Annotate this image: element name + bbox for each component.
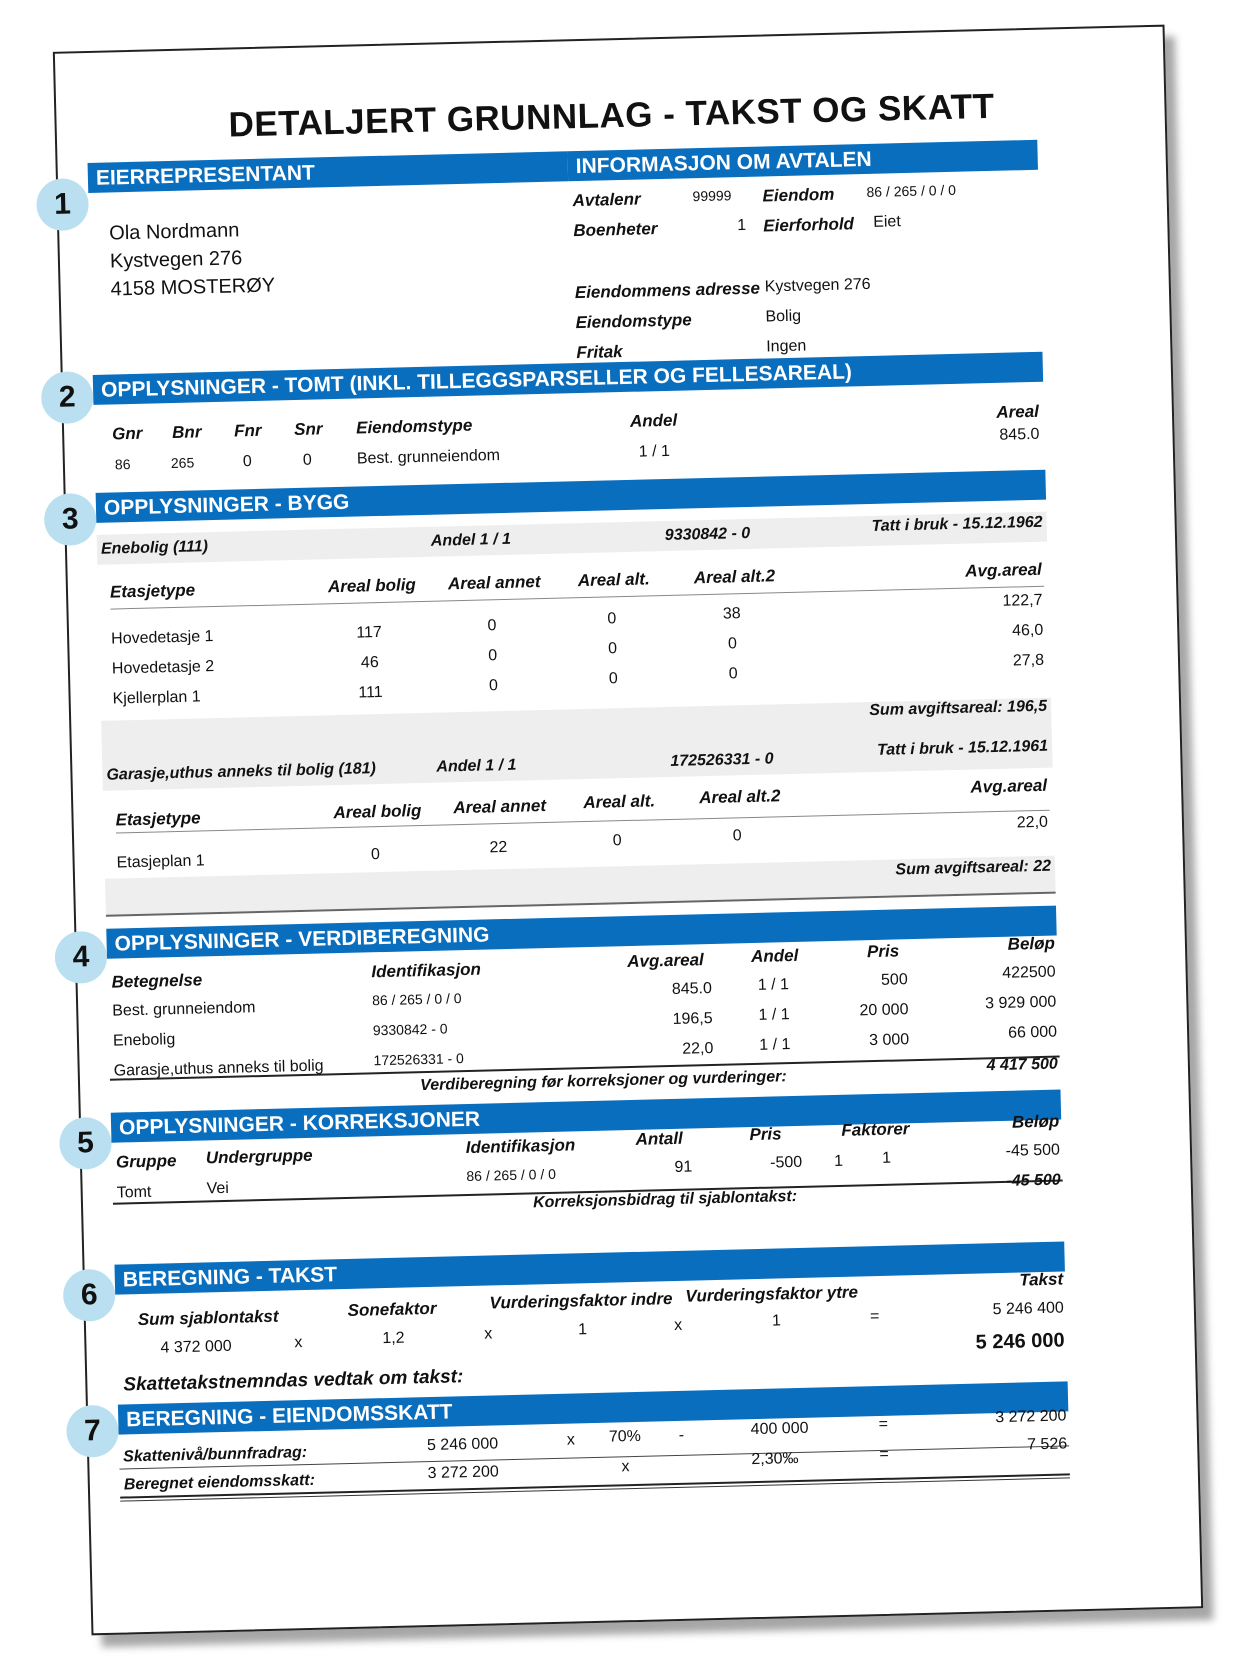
boenheter-label: Boenheter	[573, 219, 658, 241]
verdi-row3-belop: 66 000	[1007, 1023, 1058, 1042]
bygg2-col-alt2: Areal alt.2	[699, 786, 781, 808]
skatt-row2-label: Beregnet eiendomsskatt:	[123, 1471, 316, 1494]
verdi-col-andel: Andel	[750, 945, 799, 967]
takst-ytre: 1	[771, 1312, 782, 1330]
verdi-row1-betegnelse: Best. grunneiendom	[112, 999, 256, 1020]
skatt-row1-op2: -	[678, 1426, 685, 1444]
bygg2-tatt: Tatt i bruk - 15.12.1961	[876, 737, 1049, 759]
eiendomstype-value: Bolig	[765, 307, 802, 326]
takst-col-indre: Vurderingsfaktor indre	[489, 1289, 673, 1313]
adresse-label: Eiendommens adresse	[574, 278, 761, 303]
skatt-row1-res: 3 272 200	[995, 1407, 1067, 1427]
bygg1-col-avg: Avg.areal	[964, 559, 1042, 581]
skatt-row1-eq: =	[878, 1415, 889, 1434]
owner-name: Ola Nordmann	[109, 219, 240, 245]
korr-faktor1: 1	[833, 1152, 844, 1171]
bygg2-header-rule	[116, 810, 1050, 834]
verdi-row2-belop: 3 929 000	[984, 993, 1057, 1013]
bygg2-name: Garasje,uthus anneks til bolig (181)	[106, 760, 377, 784]
verdi-row3-pris: 3 000	[868, 1031, 910, 1050]
verdi-row2-andel: 1 / 1	[758, 1006, 790, 1024]
bygg1-col-annet: Areal annet	[447, 572, 541, 594]
fritak-label: Fritak	[576, 341, 623, 363]
korr-faktor2: 1	[881, 1149, 892, 1167]
bygg2-row1-etasje: Etasjeplan 1	[116, 852, 205, 872]
bygg1-row3-alt2: 0	[728, 665, 738, 683]
adresse-value: Kystvegen 276	[764, 275, 871, 296]
bygg2-col-alt: Areal alt.	[583, 791, 656, 813]
takst-sjablon: 4 372 000	[160, 1337, 232, 1357]
bygg1-row3-bolig: 111	[358, 683, 383, 702]
tomt-andel: 1 / 1	[638, 442, 671, 461]
skatt-row1-label: Skattenivå/bunnfradrag:	[122, 1444, 308, 1466]
skatt-row2-a: 3 272 200	[427, 1463, 500, 1483]
verdi-row2-avg: 196,5	[672, 1009, 713, 1028]
page-title: DETALJERT GRUNNLAG - TAKST OG SKATT	[228, 86, 995, 145]
eiendom-label: Eiendom	[762, 184, 835, 206]
korr-col-belop: Beløp	[1011, 1111, 1060, 1132]
bygg2-col-avg: Avg.areal	[970, 775, 1048, 797]
eiendomstype-label: Eiendomstype	[575, 310, 692, 333]
takst-header: BEREGNING - TAKST	[114, 1241, 1064, 1294]
takst-rounded: 5 246 000	[975, 1329, 1065, 1354]
verdi-header: OPPLYSNINGER - VERDIBEREGNING	[106, 906, 1056, 959]
korr-belop: -45 500	[1005, 1141, 1061, 1160]
bygg1-row1-alt2: 38	[722, 605, 741, 623]
bygg1-col-alt: Areal alt.	[577, 569, 650, 591]
korr-col-gruppe: Gruppe	[115, 1151, 177, 1172]
skatt-row2-op1: x	[621, 1458, 630, 1476]
takst-col-ytre: Vurderingsfaktor ytre	[685, 1282, 859, 1306]
bygg1-col-etasjetype: Etasjetype	[109, 580, 196, 602]
verdi-col-belop: Beløp	[1007, 933, 1056, 954]
tomt-snr: 0	[302, 451, 312, 469]
korr-total-label: Korreksjonsbidrag til sjablontakst:	[532, 1187, 798, 1212]
bygg1-row2-alt2: 0	[727, 635, 738, 653]
bygg1-row2-avg: 46,0	[1011, 621, 1044, 640]
skatt-row2-rate: 2,30‰	[751, 1450, 799, 1469]
takst-x3: x	[673, 1316, 683, 1335]
verdi-row1-avg: 845.0	[671, 980, 713, 998]
bygg1-col-alt2: Areal alt.2	[693, 566, 776, 588]
verdi-col-id: Identifikasjon	[371, 959, 482, 982]
verdi-col-avg: Avg.areal	[626, 950, 704, 972]
korr-gruppe: Tomt	[116, 1183, 152, 1202]
bygg1-row2-bolig: 46	[360, 654, 379, 672]
eierforhold-label: Eierforhold	[763, 214, 855, 236]
bygg2-sum: Sum avgiftsareal: 22	[895, 857, 1052, 879]
bygg1-row2-etasje: Hovedetasje 2	[111, 658, 215, 678]
korr-col-id: Identifikasjon	[465, 1135, 576, 1158]
bygg2-row1-annet: 22	[489, 838, 508, 857]
bygg-header: OPPLYSNINGER - BYGG	[96, 470, 1046, 523]
bygg1-row3-alt: 0	[608, 670, 618, 688]
bygg1-andel: Andel 1 / 1	[430, 530, 512, 550]
korr-col-faktorer: Faktorer	[841, 1119, 910, 1140]
korr-undergruppe: Vei	[206, 1179, 230, 1198]
verdi-row1-id: 86 / 265 / 0 / 0	[371, 990, 462, 1009]
section-number-5: 5	[59, 1117, 112, 1170]
korr-antall: 91	[674, 1158, 693, 1176]
tomt-header: OPPLYSNINGER - TOMT (INKL. TILLEGGSPARSELLER OG FELLESAREAL)	[93, 352, 1043, 405]
verdi-row3-id: 172526331 - 0	[373, 1050, 465, 1069]
korr-pris: -500	[769, 1153, 803, 1172]
document-page	[53, 25, 1203, 1636]
eiendom-value: 86 / 265 / 0 / 0	[866, 181, 957, 200]
korr-col-antall: Antall	[635, 1128, 684, 1149]
skatt-row2-res: 7 526	[1026, 1435, 1068, 1454]
skatt-row2-eq: =	[879, 1445, 889, 1464]
bygg1-id: 9330842 - 0	[664, 524, 751, 545]
korr-col-pris: Pris	[749, 1124, 782, 1145]
verdi-row2-pris: 20 000	[859, 1001, 909, 1020]
bygg1-col-bolig: Areal bolig	[327, 575, 417, 597]
verdi-total-label: Verdiberegning før korreksjoner og vurderinger:	[419, 1068, 787, 1095]
bygg1-sum: Sum avgiftsareal: 196,5	[869, 697, 1048, 720]
tomt-col-andel: Andel	[629, 410, 678, 431]
tomt-col-fnr: Fnr	[233, 420, 262, 441]
bygg1-row1-alt: 0	[607, 610, 617, 628]
skatt-row1-a: 5 246 000	[426, 1435, 499, 1455]
tomt-bnr: 265	[170, 454, 195, 472]
owner-street: Kystvegen 276	[109, 247, 243, 273]
verdi-row1-andel: 1 / 1	[757, 976, 790, 994]
bygg1-row3-annet: 0	[488, 677, 499, 695]
fritak-value: Ingen	[766, 337, 807, 356]
bygg1-row1-annet: 0	[487, 617, 497, 635]
tomt-col-areal: Areal	[996, 401, 1040, 422]
skatt-row1-op1: x	[566, 1431, 576, 1449]
takst-x2: x	[484, 1325, 493, 1343]
takst-result: 5 246 400	[992, 1299, 1065, 1319]
korr-total: -45 500	[1006, 1171, 1061, 1190]
bygg2-row1-bolig: 0	[370, 846, 381, 864]
takst-col-takst: Takst	[1019, 1269, 1064, 1290]
verdi-row1-belop: 422500	[1002, 963, 1056, 982]
skatt-row1-pct: 70%	[608, 1427, 642, 1446]
verdi-total: 4 417 500	[986, 1055, 1059, 1075]
bygg1-tatt: Tatt i bruk - 15.12.1962	[871, 513, 1043, 535]
bygg1-row3-avg: 27,8	[1012, 651, 1045, 670]
verdi-row3-avg: 22,0	[682, 1039, 714, 1058]
korr-header: OPPLYSNINGER - KORREKSJONER	[111, 1090, 1061, 1143]
owner-postal: 4158 MOSTERØY	[110, 274, 276, 301]
korr-col-undergruppe: Undergruppe	[205, 1145, 313, 1168]
avtalenr-value: 99999	[692, 187, 732, 205]
bygg2-row1-avg: 22,0	[1016, 813, 1049, 832]
bygg1-row1-avg: 122,7	[1002, 591, 1043, 610]
tomt-areal: 845.0	[999, 425, 1040, 444]
verdi-col-pris: Pris	[866, 941, 900, 962]
bygg2-row1-alt: 0	[612, 832, 622, 850]
bygg1-row1-bolig: 117	[356, 623, 383, 642]
boenheter-value: 1	[737, 216, 747, 235]
bygg1-name: Enebolig (111)	[100, 538, 209, 558]
verdi-row1-pris: 500	[880, 971, 908, 989]
tomt-col-gnr: Gnr	[111, 423, 143, 444]
tomt-fnr: 0	[242, 453, 253, 471]
takst-indre: 1	[577, 1321, 588, 1339]
verdi-row3-andel: 1 / 1	[759, 1036, 791, 1054]
verdi-col-betegnelse: Betegnelse	[111, 970, 203, 992]
takst-sone: 1,2	[382, 1329, 405, 1348]
section-number-3: 3	[44, 493, 97, 546]
bygg1-row3-etasje: Kjellerplan 1	[112, 688, 201, 708]
avtalenr-label: Avtalenr	[572, 189, 641, 211]
takst-vedtak: Skattetakstnemndas vedtak om takst:	[123, 1366, 464, 1396]
section-number-2: 2	[41, 371, 94, 424]
tomt-col-snr: Snr	[293, 419, 323, 440]
verdi-row3-betegnelse: Garasje,uthus anneks til bolig	[113, 1057, 324, 1080]
section-number-4: 4	[54, 931, 107, 984]
section-number-1: 1	[36, 178, 89, 231]
skatt-header: BEREGNING - EIENDOMSSKATT	[118, 1381, 1068, 1434]
takst-col-sone: Sonefaktor	[347, 1298, 437, 1320]
tomt-col-eiendomstype: Eiendomstype	[355, 415, 473, 438]
bygg2-id: 172526331 - 0	[670, 750, 774, 770]
takst-x1: x	[294, 1334, 303, 1352]
eierforhold-value: Eiet	[873, 213, 902, 231]
takst-eq: =	[869, 1308, 880, 1326]
section-number-7: 7	[66, 1405, 119, 1458]
bygg1-row2-annet: 0	[488, 647, 498, 665]
bygg2-col-annet: Areal annet	[453, 795, 547, 818]
tomt-eiendomstype: Best. grunneiendom	[356, 447, 501, 468]
skatt-row1-b: 400 000	[750, 1419, 809, 1439]
verdi-row2-id: 9330842 - 0	[372, 1020, 448, 1039]
verdi-row2-betegnelse: Enebolig	[112, 1031, 176, 1050]
bygg2-row1-alt2: 0	[732, 827, 742, 845]
agreement-header: INFORMASJON OM AVTALEN	[567, 140, 1038, 181]
section-number-6: 6	[63, 1269, 116, 1322]
tomt-col-bnr: Bnr	[171, 422, 202, 443]
bygg1-row1-etasje: Hovedetasje 1	[110, 628, 214, 648]
korr-id: 86 / 265 / 0 / 0	[466, 1165, 557, 1185]
bygg1-row2-alt: 0	[607, 640, 618, 658]
owner-header: EIERREPRESENTANT	[88, 151, 569, 193]
bygg2-col-bolig: Areal bolig	[333, 801, 422, 823]
takst-col-sjablon: Sum sjablontakst	[137, 1306, 279, 1330]
bygg2-col-etasjetype: Etasjetype	[115, 808, 201, 830]
bygg2-andel: Andel 1 / 1	[436, 756, 517, 776]
tomt-gnr: 86	[114, 456, 131, 473]
